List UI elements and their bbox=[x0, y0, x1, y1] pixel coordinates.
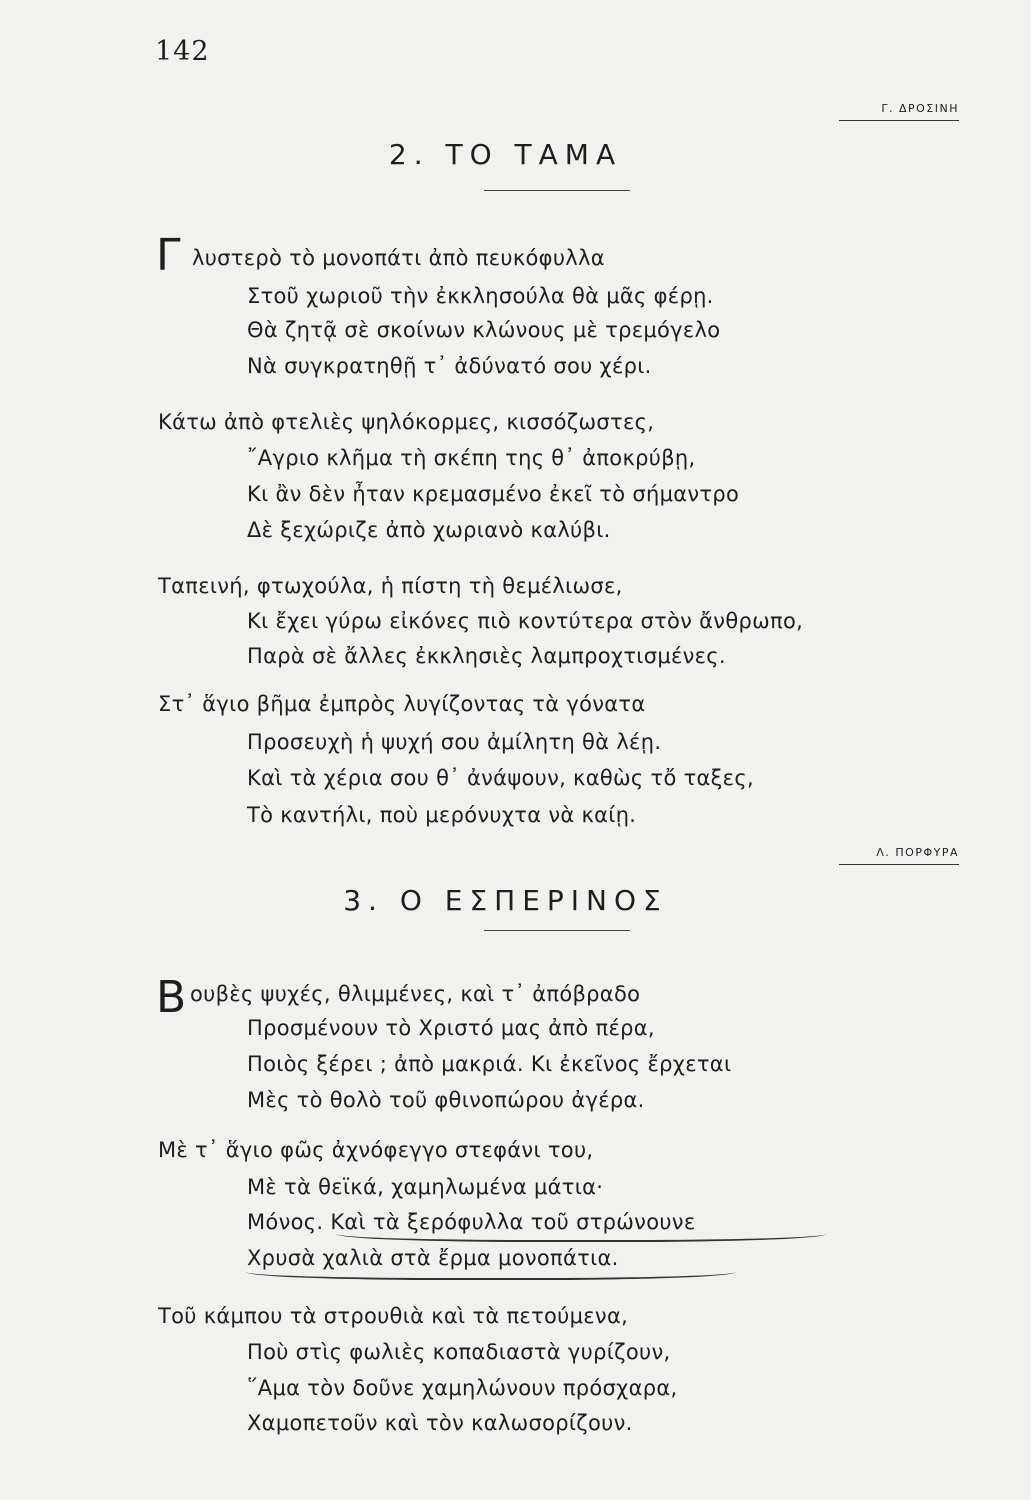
poem-line: Ταπεινή, φτωχούλα, ἡ πίστη τὴ θεμέλιωσε, bbox=[158, 574, 623, 598]
poem-title: 3. Ο ΕΣΠΕΡΙΝΟΣ bbox=[343, 884, 668, 917]
poem-line: Μόνος. Καὶ τὰ ξερόφυλλα τοῦ στρώνουνε bbox=[247, 1210, 696, 1234]
title-divider bbox=[484, 190, 630, 191]
poem-title: 2. ΤΟ ΤΑΜΑ bbox=[388, 138, 623, 171]
poem-line: ῎Αγριο κλῆμα τὴ σκέπη της θ᾽ ἀποκρύβῃ, bbox=[247, 446, 696, 470]
handwritten-underline bbox=[246, 1272, 736, 1280]
poem-line: Νὰ συγκρατηθῇ τ᾽ ἀδύνατό σου χέρι. bbox=[247, 354, 652, 378]
drop-cap: Β bbox=[156, 972, 187, 1023]
poem-line: Ποιὸς ξέρει ; ἀπὸ μακριά. Κι ἐκεῖνος ἔρχεται bbox=[247, 1052, 732, 1076]
poem-line: Κι ἔχει γύρω εἰκόνες πιὸ κοντύτερα στὸν ἄνθρωπο, bbox=[247, 609, 804, 633]
poem-line: ουβὲς ψυχές, θλιμμένες, καὶ τ᾽ ἀπόβραδο bbox=[190, 982, 641, 1006]
poem-line: Στ᾽ ἅγιο βῆμα ἐμπρὸς λυγίζοντας τὰ γόνατα bbox=[158, 692, 646, 716]
poem-line: Μὲ τ᾽ ἅγιο φῶς ἀχνόφεγγο στεφάνι του, bbox=[158, 1138, 594, 1162]
poem-line: Στοῦ χωριοῦ τὴν ἐκκλησούλα θὰ μᾶς φέρῃ. bbox=[247, 284, 714, 308]
poem-line: Χρυσὰ χαλιὰ στὰ ἔρμα μονοπάτια. bbox=[247, 1246, 619, 1270]
poem-line: Κάτω ἀπὸ φτελιὲς ψηλόκορμες, κισσόζωστες, bbox=[158, 410, 655, 434]
poem-line: Μὲς τὸ θολὸ τοῦ φθινοπώρου ἀγέρα. bbox=[247, 1088, 645, 1112]
poem-line: Καὶ τὰ χέρια σου θ᾽ ἀνάψουν, καθὼς τὄ ταξες, bbox=[247, 766, 754, 790]
poem-line: Παρὰ σὲ ἄλλες ἐκκλησιὲς λαμπροχτισμένες. bbox=[247, 644, 726, 668]
poem-line: Τοῦ κάμπου τὰ στρουθιὰ καὶ τὰ πετούμενα, bbox=[158, 1304, 629, 1328]
poem-line: Θὰ ζητᾷ σὲ σκοίνων κλώνους μὲ τρεμόγελο bbox=[247, 318, 721, 342]
poem-line: Ποὺ στὶς φωλιὲς κοπαδιαστὰ γυρίζουν, bbox=[247, 1340, 671, 1364]
poem-line: ῞Αμα τὸν δοῦνε χαμηλώνουν πρόσχαρα, bbox=[247, 1376, 678, 1400]
poem-author: Γ. ΔΡΟΣΙΝΗ bbox=[839, 102, 959, 121]
poem-line: Τὸ καντήλι, ποὺ μερόνυχτα νὰ καίῃ. bbox=[247, 803, 637, 827]
poem-line: Προσμένουν τὸ Χριστό μας ἀπὸ πέρα, bbox=[247, 1016, 655, 1040]
poem-line: Προσευχὴ ἡ ψυχή σου ἀμίλητη θὰ λέῃ. bbox=[247, 730, 662, 754]
page-number: 142 bbox=[155, 36, 210, 67]
poem-line: λυστερὸ τὸ μονοπάτι ἀπὸ πευκόφυλλα bbox=[192, 246, 605, 270]
poem-author: Λ. ΠΟΡΦΥΡΑ bbox=[839, 846, 959, 865]
poem-line: Μὲ τὰ θεϊκά, χαμηλωμένα μάτια· bbox=[247, 1175, 604, 1199]
poem-line: Χαμοπετοῦν καὶ τὸν καλωσορίζουν. bbox=[247, 1411, 633, 1435]
drop-cap: Γ bbox=[156, 230, 181, 281]
poem-line: Κι ἂν δὲν ἦταν κρεμασμένο ἐκεῖ τὸ σήμαντρο bbox=[247, 482, 740, 506]
title-divider bbox=[484, 930, 630, 931]
handwritten-underline bbox=[336, 1234, 826, 1242]
poem-line: Δὲ ξεχώριζε ἀπὸ χωριανὸ καλύβι. bbox=[247, 518, 611, 542]
